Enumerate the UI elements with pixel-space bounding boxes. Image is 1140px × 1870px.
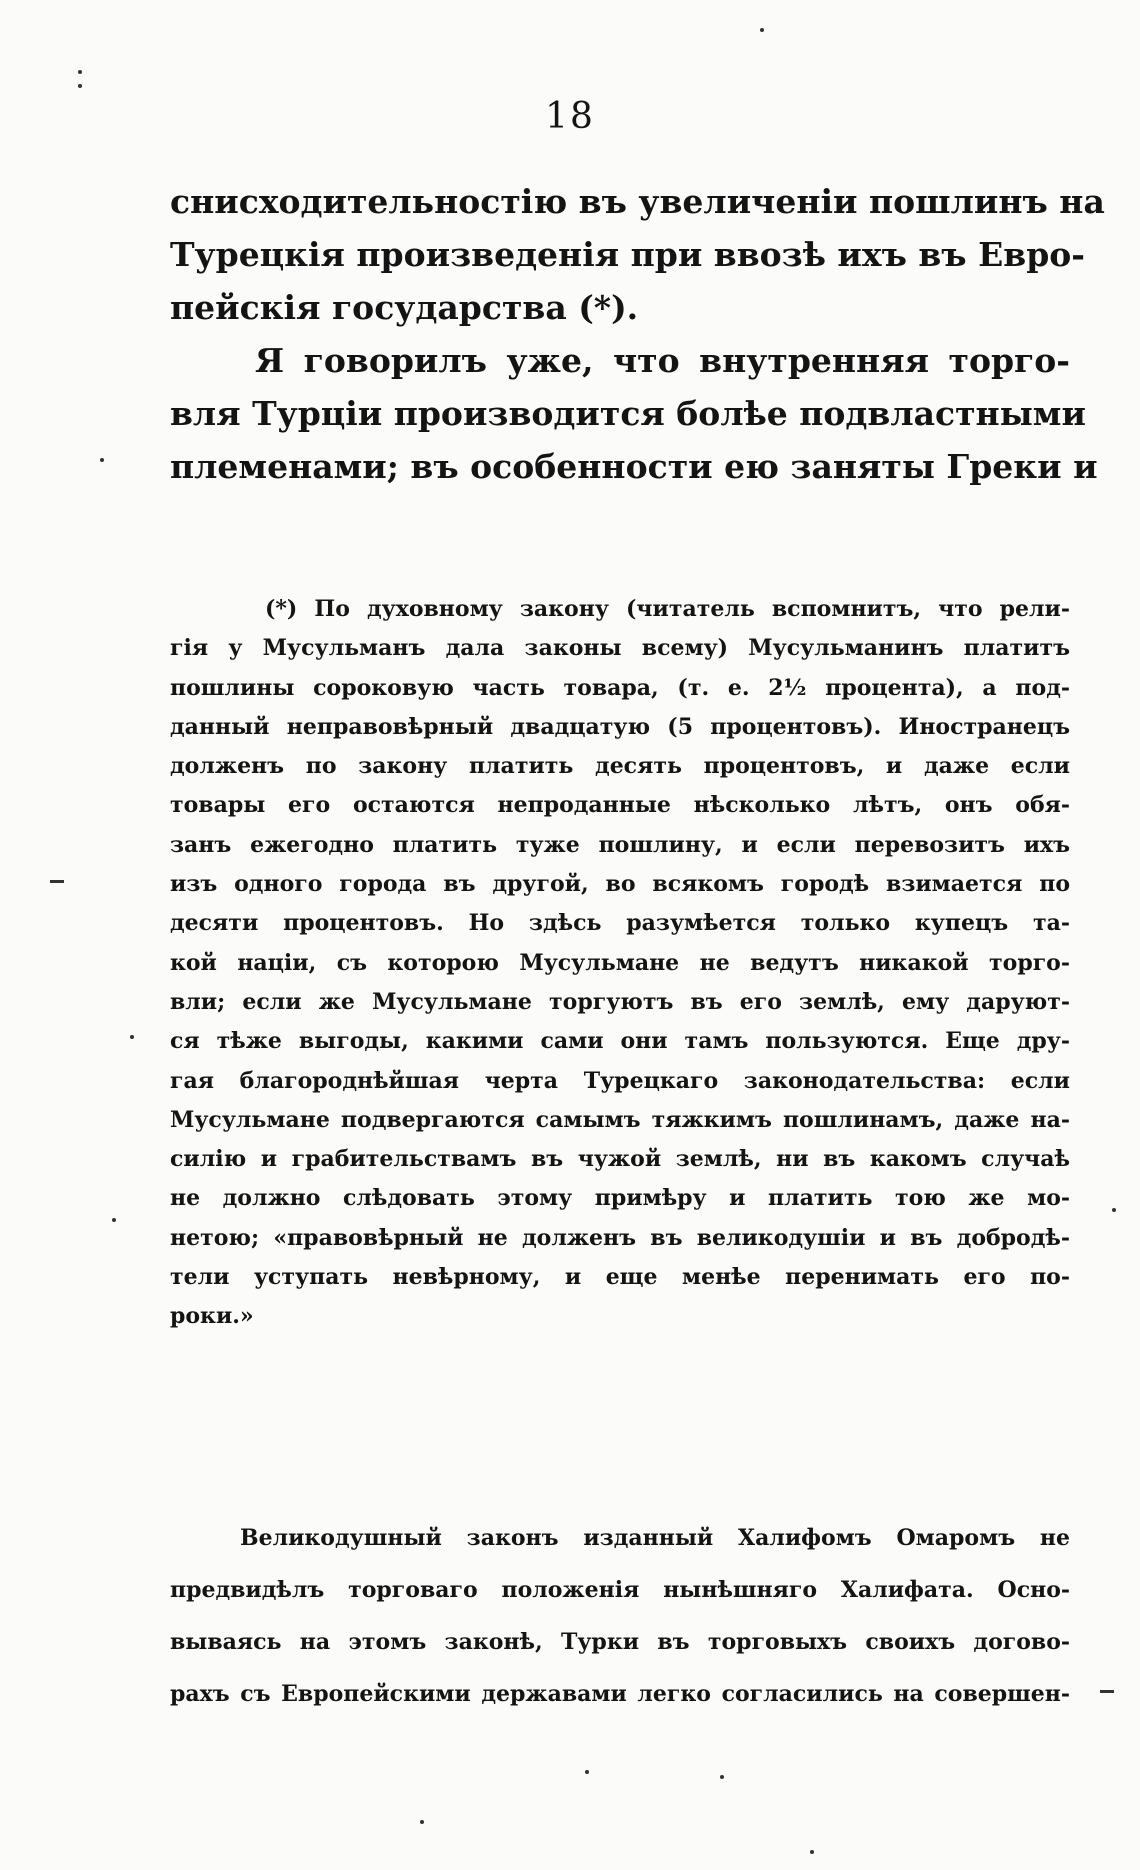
scan-speck — [112, 1218, 116, 1222]
footnote-line: Мусульмане подвергаются самымъ тяжкимъ пошлинамъ, даже на- — [170, 1106, 1070, 1133]
scan-speck — [78, 84, 82, 88]
footnote-line: тели уступать невѣрному, и еще менѣе перенимать его по- — [170, 1264, 1070, 1291]
footnote-line: изъ одного города въ другой, во всякомъ городѣ взимается по — [170, 871, 1070, 898]
paragraph-line: рахъ съ Европейскими державами легко согласились на совершен- — [170, 1681, 1070, 1707]
footnote-line: десяти процентовъ. Но здѣсь разумѣется только купецъ та- — [170, 910, 1070, 937]
scan-mark — [1100, 1690, 1114, 1693]
page-number: 18 — [545, 96, 595, 137]
footnote-line: данный неправовѣрный двадцатую (5 процентовъ). Иностранецъ — [170, 713, 1070, 740]
scan-speck — [130, 1035, 134, 1039]
footnote-line: пошлины сороковую часть товара, (т. е. 2½ процента), а под- — [170, 674, 1070, 701]
footnote-line: товары его остаются непроданные нѣсколько лѣтъ, онъ обя- — [170, 792, 1070, 819]
paragraph-2 — [170, 1512, 1070, 1720]
main-text-line: Турецкія произведенія при ввозѣ ихъ въ Евро- — [170, 235, 1085, 274]
footnote-line: гія у Мусульманъ дала законы всему) Мусульманинъ платитъ — [170, 635, 1070, 662]
scan-speck — [420, 1820, 424, 1824]
paragraph-line: предвидѣлъ торговаго положенія нынѣшняго Халифата. Осно- — [170, 1577, 1070, 1603]
main-text-line: племенами; въ особенности ею заняты Греки и — [170, 447, 1098, 486]
main-text-line: пейскія государства (*). — [170, 288, 639, 327]
main-text-line: Я говорилъ уже, что внутренняя торго- — [255, 341, 1070, 380]
footnote-line: не должно слѣдовать этому примѣру и платить тою же мо- — [170, 1185, 1070, 1212]
paragraph-line: вываясь на этомъ законѣ, Турки въ торговыхъ своихъ догово- — [170, 1629, 1070, 1655]
footnote-line: ся тѣже выгоды, какими сами они тамъ пользуются. Еще дру- — [170, 1028, 1070, 1055]
main-text-line: вля Турціи производится болѣе подвластными — [170, 394, 1086, 433]
footnote-line: кой націи, съ которою Мусульмане не ведутъ никакой торго- — [170, 949, 1070, 976]
footnote-line: (*) По духовному закону (читатель вспомнитъ, что рели- — [265, 596, 1070, 622]
scan-speck — [100, 458, 104, 462]
footnote-line: нетою; «правовѣрный не долженъ въ великодушіи и въ добродѣ- — [170, 1224, 1070, 1251]
paragraph-line: Великодушный законъ изданный Халифомъ Омаромъ не — [240, 1525, 1070, 1551]
footnote-line: гая благороднѣйшая черта Турецкаго законодательства: если — [170, 1067, 1070, 1094]
main-text — [170, 175, 1105, 493]
main-text-line: снисходительностію въ увеличеніи пошлинъ на — [170, 182, 1105, 221]
scan-speck — [760, 28, 764, 32]
footnote — [170, 590, 1070, 1337]
scan-speck — [810, 1850, 814, 1854]
footnote-line: силію и грабительствамъ въ чужой землѣ, ни въ какомъ случаѣ — [170, 1146, 1070, 1173]
footnote-line: вли; если же Мусульмане торгуютъ въ его землѣ, ему даруют- — [170, 988, 1070, 1015]
scan-speck — [720, 1775, 724, 1779]
footnote-line: роки.» — [170, 1303, 254, 1330]
scan-speck — [585, 1770, 589, 1774]
scan-speck — [1112, 1208, 1116, 1212]
scan-speck — [78, 70, 82, 74]
scan-mark — [50, 880, 64, 883]
footnote-line: долженъ по закону платить десять процентовъ, и даже если — [170, 753, 1070, 780]
footnote-line: занъ ежегодно платить туже пошлину, и если перевозитъ ихъ — [170, 831, 1070, 858]
